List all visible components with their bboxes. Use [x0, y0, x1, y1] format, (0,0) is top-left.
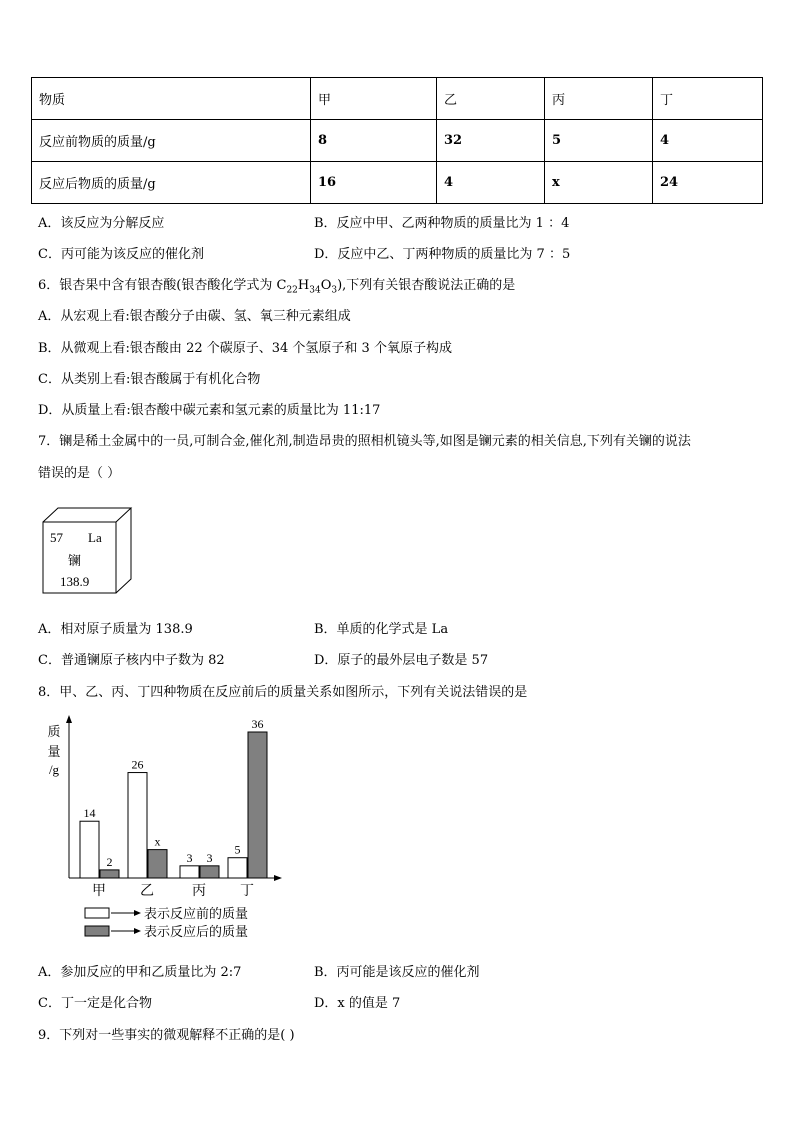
table-cell: 8 [311, 120, 437, 162]
bar-before [180, 866, 199, 878]
table-cell: 丙 [545, 78, 653, 120]
legend-label: 表示反应前的质量 [144, 906, 249, 921]
table-cell: 16 [311, 162, 437, 204]
table-cell: 甲 [311, 78, 437, 120]
element-symbol: La [88, 530, 102, 545]
legend-swatch [85, 908, 109, 918]
bar-value-label: 3 [186, 850, 193, 865]
y-axis-label-line: /g [48, 762, 60, 777]
bar-before [80, 821, 99, 878]
q7-option-d: D．原子的最外层电子数是 57 [314, 653, 489, 668]
y-axis-label-line: 质 [47, 724, 61, 739]
legend-swatch [85, 926, 109, 936]
table-row [32, 120, 763, 162]
element-cube [40, 505, 140, 595]
element-name: 镧 [68, 553, 82, 568]
bar-after [200, 866, 219, 878]
bar-value-label: 3 [206, 850, 213, 865]
y-axis-arrow [66, 715, 72, 723]
x-tick-label: 甲 [92, 884, 106, 899]
bar-value-label: 26 [131, 757, 144, 772]
q8-option-c: C．丁一定是化合物 [38, 996, 152, 1011]
q6-option-c: C．从类别上看:银杏酸属于有机化合物 [38, 372, 261, 387]
table-cell: 物质 [32, 78, 311, 120]
legend-arrow-head [134, 928, 141, 934]
bar-after [248, 732, 267, 878]
q7-stem-line2: 错误的是（ ） [38, 466, 121, 481]
q6-option-b: B．从微观上看:银杏酸由 22 个碳原子、34 个氢原子和 3 个氧原子构成 [38, 341, 452, 356]
mass-table [31, 77, 763, 204]
x-axis-arrow [274, 875, 282, 881]
bar-after [148, 850, 167, 878]
legend-label: 表示反应后的质量 [144, 924, 249, 939]
x-tick-label: 乙 [140, 884, 154, 899]
table-cell: 5 [545, 120, 653, 162]
q6-option-a: A．从宏观上看:银杏酸分子由碳、氢、氧三种元素组成 [38, 309, 351, 324]
bar-value-label: 36 [251, 717, 264, 731]
bar-before [128, 773, 147, 878]
mass-bar-chart [40, 712, 300, 948]
q8-stem: 8．甲、乙、丙、丁四种物质在反应前后的质量关系如图所示，下列有关说法错误的是 [38, 685, 528, 700]
q8-option-a: A．参加反应的甲和乙质量比为 2:7 [38, 965, 242, 980]
bar-before [228, 858, 247, 878]
q5-option-b: B．反应中甲、乙两种物质的质量比为 1 ：4 [314, 216, 570, 231]
table-cell: 丁 [653, 78, 763, 120]
mass-bar-chart-svg [40, 712, 300, 948]
q7-option-a: A．相对原子质量为 138.9 [38, 622, 193, 637]
element-atomic-mass: 138.9 [60, 574, 90, 589]
table-header-row [32, 78, 763, 120]
table-cell: 24 [653, 162, 763, 204]
table-cell: 4 [653, 120, 763, 162]
q5-option-a: A．该反应为分解反应 [38, 216, 165, 231]
q5-option-d: D．反应中乙、丁两种物质的质量比为 7 ：5 [314, 247, 571, 262]
table-row [32, 162, 763, 204]
table-cell: 反应前物质的质量/g [32, 120, 311, 162]
y-axis-label-line: 量 [47, 744, 61, 759]
q9-stem: 9．下列对一些事实的微观解释不正确的是( ) [38, 1028, 295, 1043]
legend-arrow-head [134, 910, 141, 916]
table-cell: 反应后物质的质量/g [32, 162, 311, 204]
bar-value-label: 2 [106, 854, 113, 869]
q6-stem: 6．银杏果中含有银杏酸(银杏酸化学式为 $C_{22}H_{34}O_3$),下列有关银杏酸说法正确的是 [38, 278, 516, 296]
y-axis-label [47, 724, 60, 777]
q7-stem-line1: 7．镧是稀土金属中的一员,可制合金,催化剂,制造昂贵的照相机镜头等,如图是镧元素的相关信息,下列有关镧的说法 [38, 434, 691, 449]
element-atomic-number: 57 [50, 530, 63, 545]
bar-value-label: 5 [234, 842, 241, 857]
q8-option-d: D．x 的值是 7 [314, 996, 401, 1011]
x-tick-label: 丙 [192, 884, 206, 899]
table-cell: x [545, 162, 653, 204]
table-cell: 4 [437, 162, 545, 204]
element-cube-figure [40, 505, 140, 595]
table-cell: 乙 [437, 78, 545, 120]
x-tick-label: 丁 [240, 884, 254, 899]
q7-option-c: C．普通镧原子核内中子数为 82 [38, 653, 225, 668]
q5-option-c: C．丙可能为该反应的催化剂 [38, 247, 204, 262]
bar-value-label: 14 [83, 806, 96, 821]
q7-option-b: B．单质的化学式是 La [314, 622, 449, 637]
bar-after [100, 870, 119, 878]
bar-value-label: x [154, 834, 161, 849]
q6-option-d: D．从质量上看:银杏酸中碳元素和氢元素的质量比为 11:17 [38, 403, 381, 418]
table-cell: 32 [437, 120, 545, 162]
q8-option-b: B．丙可能是该反应的催化剂 [314, 965, 480, 980]
